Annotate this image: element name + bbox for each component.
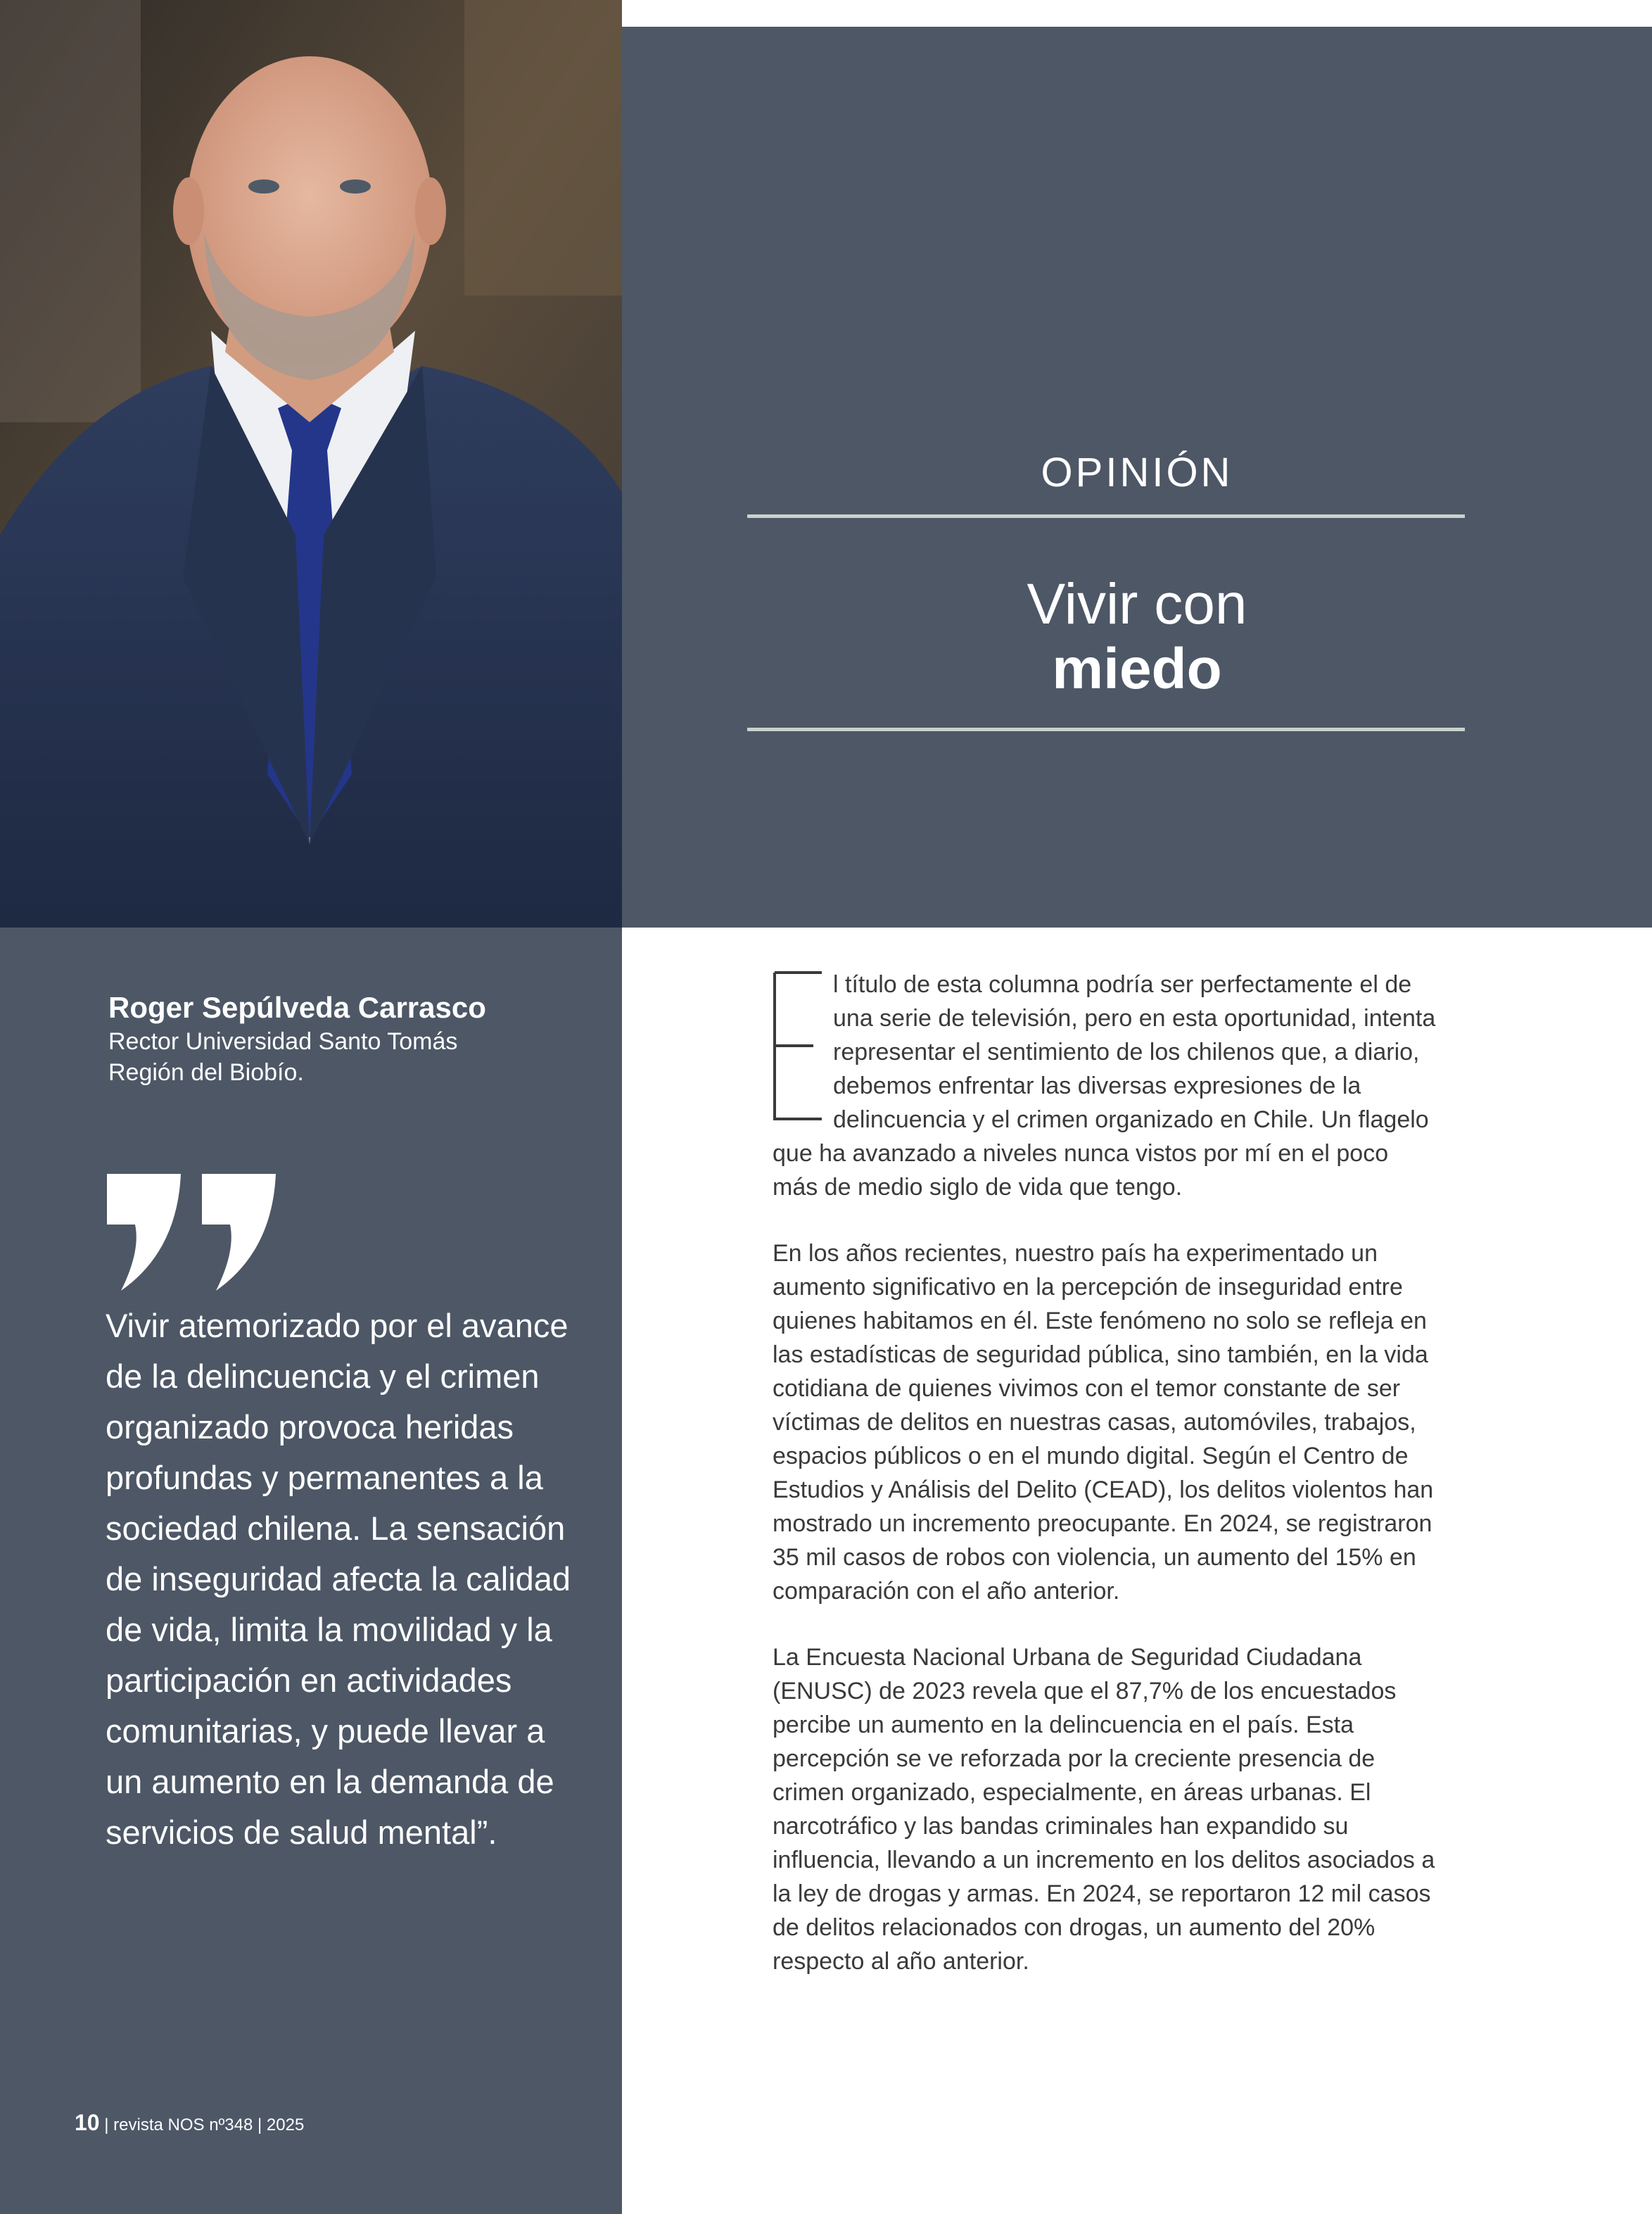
publication-info: | revista NOS nº348 | 2025 — [99, 2115, 305, 2134]
divider-top — [747, 514, 1465, 518]
divider-bottom — [747, 728, 1465, 731]
title-line-2: miedo — [1052, 637, 1222, 701]
article-paragraph-3: La Encuesta Nacional Urbana de Seguridad Ciudadana (ENUSC) de 2023 revela que el 87,7% de los encuestados percibe un aumento en la delincuencia en el país. Esta percepción se ve reforzada por la creciente presencia de crimen organizado, especialmente, en áreas urbanas. El narcotráfico y las bandas criminales han expandido su influencia, llevando a un incremento en los delitos asociados a la ley de drogas y armas. En 2024, se reportaron 12 mil casos de delitos relacionados con drogas, un aumento del 20% respecto al año anterior. — [773, 1644, 1435, 1975]
section-label: OPINIÓN — [1041, 450, 1233, 495]
paragraph-1-text: l título de esta columna podría ser perfectamente el de una serie de televisión, pero en esta oportunidad, intenta representar el sentimiento de los chilenos que, a diario, debemos enfrentar las diversas expresiones de la delincuencia y el crimen organizado en Chile. Un flagelo que ha avanzado a niveles nunca vistos por mí en el poco más de medio siglo de vida que tengo. — [773, 971, 1436, 1201]
title-line-1: Vivir con — [1027, 572, 1247, 636]
article-title — [622, 572, 1652, 702]
author-name: Roger Sepúlveda Carrasco — [108, 991, 486, 1024]
pull-quote: Vivir atemorizado por el avance de la delincuencia y el crimen organizado provoca heridas profundas y permanentes a la sociedad chilena. La sensación de inseguridad afecta la calidad de vida, limita la movilidad y la participación en actividades comunitarias, y puede llevar a un aumento en la demanda de servicios de salud mental”. — [106, 1307, 571, 1851]
header-panel — [622, 27, 1652, 928]
author-info — [108, 989, 486, 1088]
quote-mark-icon — [107, 1174, 276, 1297]
article-body — [773, 968, 1438, 2011]
article-paragraph-1 — [773, 968, 1438, 1204]
article-paragraph-2: En los años recientes, nuestro país ha experimentado un aumento significativo en la percepción de inseguridad entre quienes habitamos en él. Este fenómeno no solo se refleja en las estadísticas de seguridad pública, sino también, en la vida cotidiana de quienes vivimos con el temor constante de ser víctimas de delitos en nuestras casas, automóviles, trabajos, espacios públicos o en el mundo digital. Según el Centro de Estudios y Análisis del Delito (CEAD), los delitos violentos han mostrado un incremento preocupante. En 2024, se registraron 35 mil casos de robos con violencia, un aumento del 15% en comparación con el año anterior. — [773, 1240, 1434, 1605]
author-role-line-2: Región del Biobío. — [108, 1059, 304, 1086]
drop-cap — [773, 970, 823, 1121]
page-number: 10 — [75, 2110, 100, 2135]
author-role-line-1: Rector Universidad Santo Tomás — [108, 1028, 458, 1055]
author-portrait-photo — [0, 0, 622, 928]
sidebar — [0, 928, 622, 2214]
page-footer — [75, 2110, 304, 2136]
